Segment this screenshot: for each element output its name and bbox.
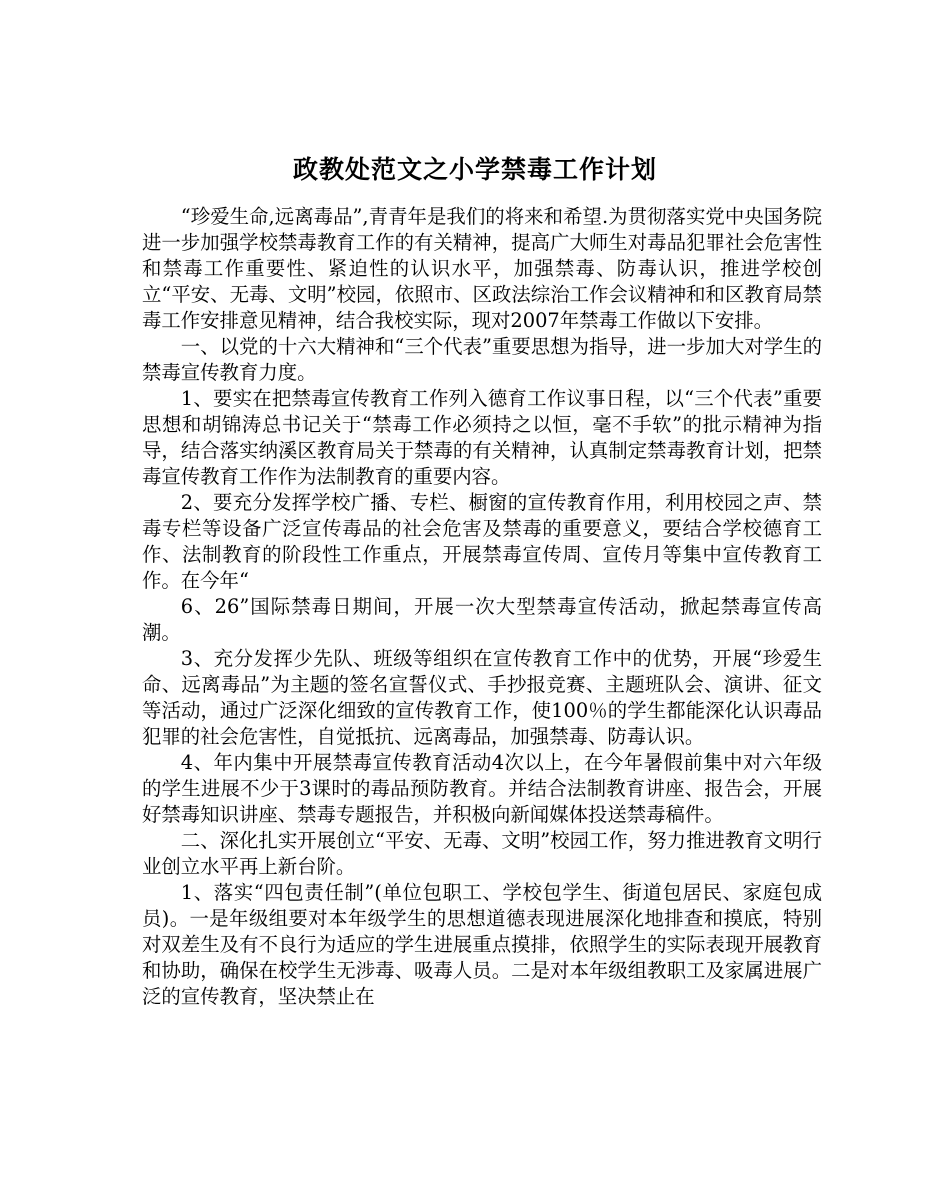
paragraph-section-2-heading: 二、深化扎实开展创立“平安、无毒、文明”校园工作，努力推进教育文明行业创立水平再上新台阶。 xyxy=(142,829,822,878)
paragraph-section-1-item-2-cont: 6、26”国际禁毒日期间，开展一次大型禁毒宣传活动，掀起禁毒宣传高潮。 xyxy=(142,595,822,644)
paragraph-intro: “珍爱生命,远离毒品”,青青年是我们的将来和希望.为贯彻落实党中央国务院进一步加强学校禁毒教育工作的有关精神，提高广大师生对毒品犯罪社会危害性和禁毒工作重要性、紧迫性的认识水平，加强禁毒、防毒认识，推进学校创立“平安、无毒、文明”校园，依照市、区政法综治工作会议精神和和区教育局禁毒工作安排意见精神，结合我校实际，现对2007年禁毒工作做以下安排。 xyxy=(142,205,822,332)
document-title: 政教处范文之小学禁毒工作计划 xyxy=(292,154,657,184)
paragraph-section-1-item-4: 4、年内集中开展禁毒宣传教育活动4次以上，在今年暑假前集中对六年级的学生进展不少于3课时的毒品预防教育。并结合法制教育讲座、报告会，开展好禁毒知识讲座、禁毒专题报告，并积极向新闻媒体投送禁毒稿件。 xyxy=(142,751,822,826)
paragraph-section-1-item-3: 3、充分发挥少先队、班级等组织在宣传教育工作中的优势，开展“珍爱生命、远离毒品”为主题的签名宣誓仪式、手抄报竞赛、主题班队会、演讲、征文等活动，通过广泛深化细致的宣传教育工作，使100％的学生都能深化认识毒品犯罪的社会危害性，自觉抵抗、远离毒品，加强禁毒、防毒认识。 xyxy=(142,647,822,748)
document-body xyxy=(142,204,822,1010)
paragraph-section-1-item-1: 1、要实在把禁毒宣传教育工作列入德育工作议事日程，以“三个代表”重要思想和胡锦涛总书记关于“禁毒工作必须持之以恒，毫不手软”的批示精神为指导，结合落实纳溪区教育局关于禁毒的有关精神，认真制定禁毒教育计划，把禁毒宣传教育工作作为法制教育的重要内容。 xyxy=(142,387,822,488)
paragraph-section-1-item-2: 2、要充分发挥学校广播、专栏、橱窗的宣传教育作用，利用校园之声、禁毒专栏等设备广泛宣传毒品的社会危害及禁毒的重要意义，要结合学校德育工作、法制教育的阶段性工作重点，开展禁毒宣传周、宣传月等集中宣传教育工作。在今年“ xyxy=(142,491,822,592)
paragraph-section-1-heading: 一、以党的十六大精神和“三个代表”重要思想为指导，进一步加大对学生的禁毒宣传教育力度。 xyxy=(142,335,822,384)
paragraph-section-2-item-1: 1、落实“四包责任制”(单位包职工、学校包学生、街道包居民、家庭包成员)。一是年级组要对本年级学生的思想道德表现进展深化地排查和摸底，特别对双差生及有不良行为适应的学生进展重点摸排，依照学生的实际表现开展教育和协助，确保在校学生无涉毒、吸毒人员。二是对本年级组教职工及家属进展广泛的宣传教育，坚决禁止在 xyxy=(142,881,822,1008)
